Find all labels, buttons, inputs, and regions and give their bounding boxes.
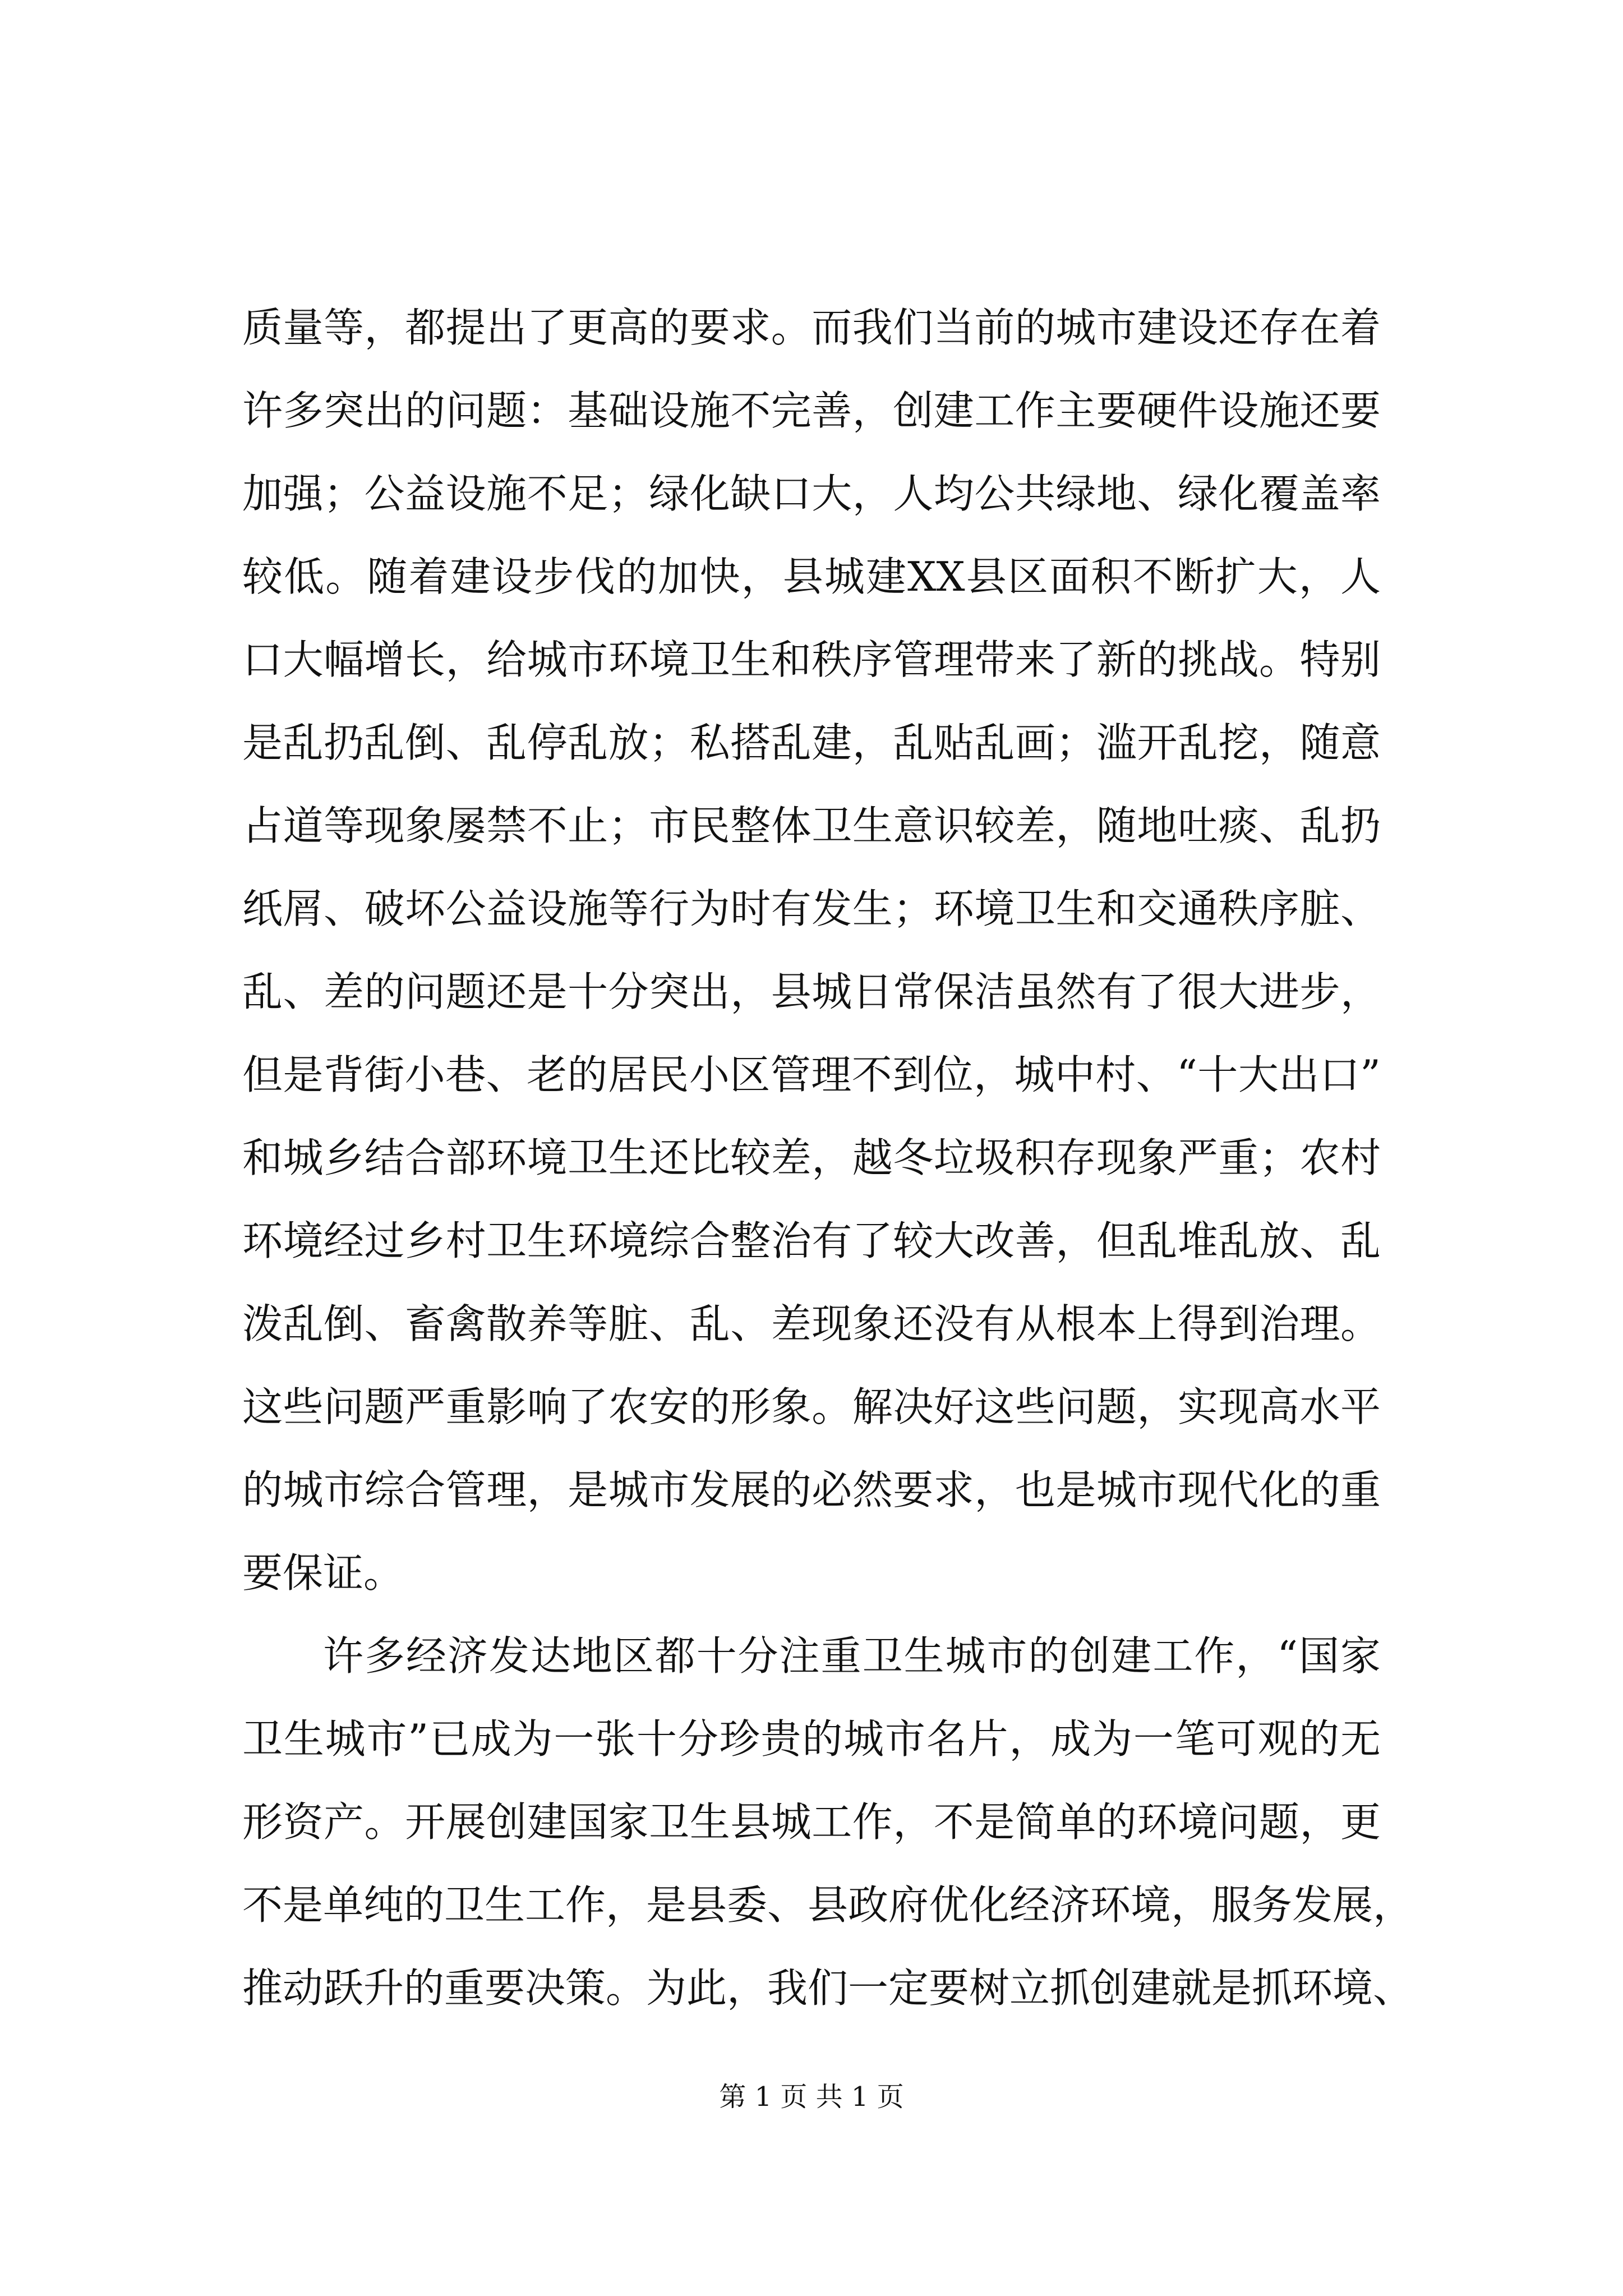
text-line: 许多经济发达地区都十分注重卫生城市的创建工作，“国家 bbox=[323, 1632, 1381, 1680]
text-line: 环境经过乡村卫生环境综合整治有了较大改善，但乱堆乱放、乱 bbox=[242, 1217, 1381, 1264]
text-line: 加强；公益设施不足；绿化缺口大，人均公共绿地、绿化覆盖率 bbox=[242, 470, 1381, 517]
text-line: 纸屑、破坏公益设施等行为时有发生；环境卫生和交通秩序脏、 bbox=[242, 885, 1381, 932]
text-line: 要保证。 bbox=[242, 1549, 404, 1596]
text-line: 和城乡结合部环境卫生还比较差，越冬垃圾积存现象严重；农村 bbox=[242, 1134, 1381, 1181]
text-line: 卫生城市”已成为一张十分珍贵的城市名片，成为一笔可观的无 bbox=[242, 1715, 1381, 1763]
text-line: 推动跃升的重要决策。为此，我们一定要树立抓创建就是抓环境、 bbox=[242, 1964, 1414, 2012]
text-line: 不是单纯的卫生工作，是县委、县政府优化经济环境，服务发展， bbox=[242, 1881, 1414, 1929]
text-line: 口大幅增长，给城市环境卫生和秩序管理带来了新的挑战。特别 bbox=[242, 636, 1381, 683]
text-line: 乱、差的问题还是十分突出，县城日常保洁虽然有了很大进步， bbox=[242, 968, 1381, 1015]
page-footer: 第 1 页 共 1 页 bbox=[719, 2081, 904, 2113]
text-line: 质量等，都提出了更高的要求。而我们当前的城市建设还存在着 bbox=[242, 304, 1381, 351]
text-line: 形资产。开展创建国家卫生县城工作，不是简单的环境问题，更 bbox=[242, 1798, 1381, 1846]
text-line: 许多突出的问题：基础设施不完善，创建工作主要硬件设施还要 bbox=[242, 387, 1381, 434]
body-text bbox=[242, 286, 1414, 2030]
text-line: 是乱扔乱倒、乱停乱放；私搭乱建，乱贴乱画；滥开乱挖，随意 bbox=[242, 719, 1381, 766]
text-line: 这些问题严重影响了农安的形象。解决好这些问题，实现高水平 bbox=[242, 1383, 1381, 1430]
text-line: 但是背街小巷、老的居民小区管理不到位，城中村、“十大出口” bbox=[242, 1051, 1381, 1098]
text-line: 泼乱倒、畜禽散养等脏、乱、差现象还没有从根本上得到治理。 bbox=[242, 1300, 1381, 1347]
text-line: 较低。随着建设步伐的加快，县城建XX县区面积不断扩大，人 bbox=[242, 553, 1381, 600]
text-line: 占道等现象屡禁不止；市民整体卫生意识较差，随地吐痰、乱扔 bbox=[242, 802, 1381, 849]
text-line: 的城市综合管理，是城市发展的必然要求，也是城市现代化的重 bbox=[242, 1466, 1381, 1513]
